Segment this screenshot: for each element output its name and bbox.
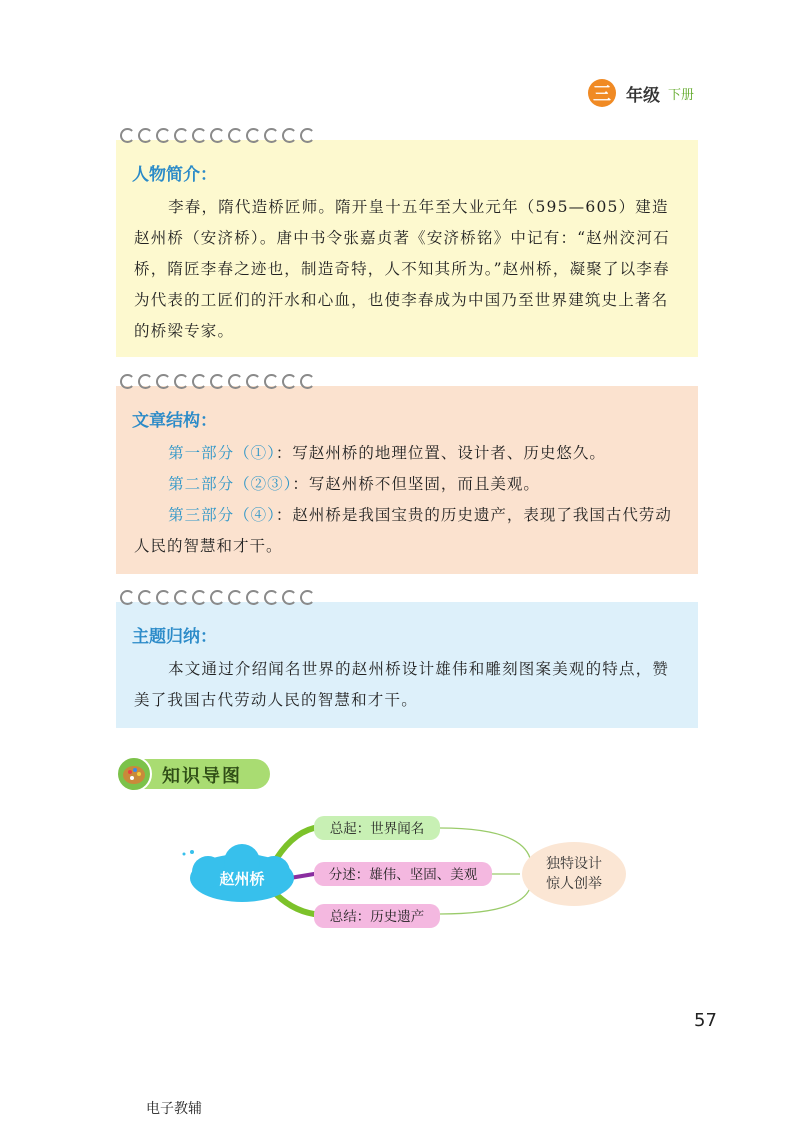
connector-top-to-conclusion xyxy=(440,828,530,858)
part-label: 第二部分 xyxy=(168,475,235,493)
branch-node-top xyxy=(314,816,440,840)
structure-part-1 xyxy=(134,438,684,469)
theme-title: 主题归纳： xyxy=(132,627,217,647)
structure-part-3 xyxy=(134,500,684,562)
knowledge-map-heading xyxy=(116,756,270,792)
part-label: 第一部分 xyxy=(168,444,235,462)
mind-map xyxy=(180,806,640,946)
grade-header xyxy=(588,78,694,108)
branch-label-bottom: 总结：历史遗产 xyxy=(329,909,425,925)
person-intro-text: 李春，隋代造桥匠师。隋开皇十五年至大业元年（595—605）建造赵州桥（安济桥）。唐中书令张嘉贞著《安济桥铭》中记有：“赵州洨河石桥，隋匠李春之迹也，制造奇特，人不知其所为。”赵州桥，凝聚了以李春为代表的工匠们的汗水和心血，也使李春成为中国乃至世界建筑史上著名的桥梁专家。 xyxy=(134,198,670,340)
branch-label-middle: 分述：雄伟、坚固、美观 xyxy=(328,867,478,883)
notebook-rings xyxy=(120,374,318,394)
footer-text: 电子教辅 xyxy=(146,1101,202,1117)
page-number: 57 xyxy=(694,1010,717,1031)
part-text: ：写赵州桥不但坚固，而且美观。 xyxy=(292,475,540,493)
notebook-rings xyxy=(120,128,318,148)
theme-box xyxy=(116,602,698,728)
part-number: （④） xyxy=(234,506,276,524)
structure-box xyxy=(116,386,698,574)
part-text: ：赵州桥是我国宝贵的历史遗产，表现了我国古代劳动人民的智慧和才干。 xyxy=(134,506,672,555)
connector-bottom-to-conclusion xyxy=(440,888,530,914)
structure-title: 文章结构： xyxy=(132,411,217,431)
branch-node-middle xyxy=(314,862,492,886)
branch-label-top: 总起：世界闻名 xyxy=(329,821,425,837)
theme-text: 本文通过介绍闻名世界的赵州桥设计雄伟和雕刻图案美观的特点，赞美了我国古代劳动人民的智慧和才干。 xyxy=(134,660,670,709)
notebook-rings xyxy=(120,590,318,610)
part-label: 第三部分 xyxy=(168,506,235,524)
part-text: ：写赵州桥的地理位置、设计者、历史悠久。 xyxy=(275,444,606,462)
part-number: （②③） xyxy=(234,475,293,493)
grade-number-badge: 三 xyxy=(588,79,616,107)
conclusion-line-1: 独特设计 xyxy=(546,856,602,872)
structure-part-2 xyxy=(134,469,684,500)
center-node-label: 赵州桥 xyxy=(219,870,265,888)
palette-icon xyxy=(116,756,152,792)
person-intro-box xyxy=(116,140,698,357)
conclusion-line-2: 惊人创举 xyxy=(546,876,602,892)
part-number: （①） xyxy=(234,444,276,462)
person-intro-title: 人物简介： xyxy=(132,165,217,185)
branch-node-bottom xyxy=(314,904,440,928)
grade-term: 下册 xyxy=(668,87,695,103)
grade-label: 年级 xyxy=(626,85,660,106)
knowledge-map-title: 知识导图 xyxy=(162,766,242,787)
conclusion-node xyxy=(522,842,626,906)
structure-list xyxy=(134,438,684,562)
